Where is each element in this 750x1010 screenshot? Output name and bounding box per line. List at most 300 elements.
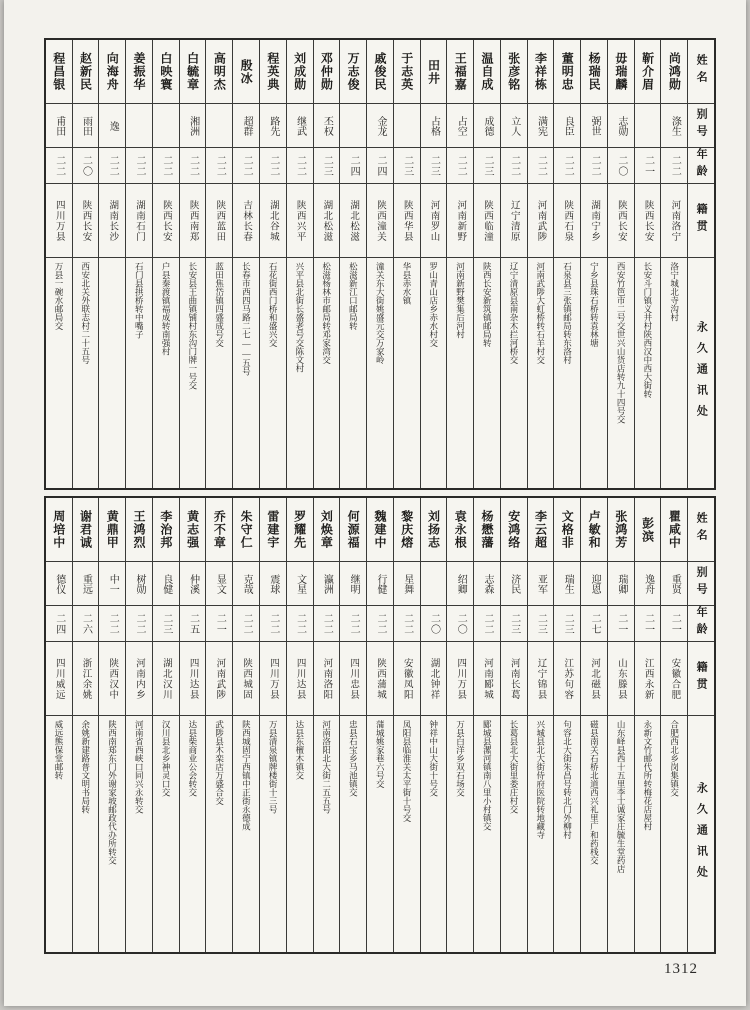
- entry-column: [366, 40, 393, 488]
- header-age-cell: 年龄: [688, 148, 714, 184]
- alias-cell: 甫田: [46, 104, 72, 148]
- entry-column: [98, 498, 125, 952]
- age-cell: 二二: [153, 148, 179, 184]
- name-cell: 戚俊民: [367, 40, 393, 104]
- entry-column: [232, 498, 259, 952]
- entry-column: [125, 40, 152, 488]
- name-cell: 刘成勋: [287, 40, 313, 104]
- entry-column: [259, 498, 286, 952]
- address-cell: 忠县石宝乡马池镇交: [348, 720, 359, 797]
- native-cell: 四川万县: [260, 642, 286, 716]
- address-cell: 兴城县北大街侍府医院转地藏寺: [535, 720, 546, 839]
- entry-column: [553, 498, 580, 952]
- entry-column: [553, 40, 580, 488]
- alias-cell: [394, 104, 420, 148]
- name-cell: 卢敏和: [581, 498, 607, 562]
- native-cell: 河南罗山: [421, 184, 447, 258]
- address-cell: 宁乡县珠石桥转袁林塘: [589, 262, 600, 347]
- alias-cell: [421, 562, 447, 606]
- alias-cell: 超群: [233, 104, 259, 148]
- entry-column: [473, 40, 500, 488]
- page-number: 1312: [664, 961, 698, 977]
- name-cell: 王鸿烈: [126, 498, 152, 562]
- entry-column: [152, 40, 179, 488]
- alias-cell: 中一: [99, 562, 125, 606]
- entry-column: [286, 40, 313, 488]
- alias-cell: [153, 104, 179, 148]
- native-cell: 浙江余姚: [73, 642, 99, 716]
- name-cell: 周培中: [46, 498, 72, 562]
- age-cell: 二二: [340, 606, 366, 642]
- address-cell: 松滋杨林市邮局转邓家湾交: [321, 262, 332, 364]
- entry-column: [660, 498, 687, 952]
- entry-column: [46, 40, 72, 488]
- address-cell: 石门县拱桥转中嘴子: [134, 262, 145, 339]
- alias-cell: 金龙: [367, 104, 393, 148]
- name-cell: 袁永根: [447, 498, 473, 562]
- name-cell: 李治邦: [153, 498, 179, 562]
- age-cell: 二三: [421, 148, 447, 184]
- address-cell: 陕西南郑东门外谢家坡邮政代办所转交: [107, 720, 118, 865]
- alias-cell: 满宪: [528, 104, 554, 148]
- native-cell: 吉林长春: [233, 184, 259, 258]
- native-cell: 湖北汉川: [153, 642, 179, 716]
- alias-cell: 克哉: [233, 562, 259, 606]
- native-cell: 陕西蒲城: [367, 642, 393, 716]
- entry-column: [660, 40, 687, 488]
- address-cell: 句容北大街朱昌号转北门外柳村: [562, 720, 573, 839]
- address-cell: 长安县王曲镇铺村东沟门牌一号交: [187, 262, 198, 390]
- name-cell: 姜振华: [126, 40, 152, 104]
- header-native-cell: 籍贯: [688, 184, 714, 258]
- header-column: [687, 498, 714, 952]
- entry-column: [527, 498, 554, 952]
- age-cell: 二一: [635, 606, 661, 642]
- address-cell: 陕西城固宁西镇中正街永德成: [241, 720, 252, 831]
- address-cell: 合肥西北乡岗集镇交: [669, 720, 680, 797]
- alias-cell: 良臣: [554, 104, 580, 148]
- alias-cell: 涤生: [661, 104, 687, 148]
- age-cell: 二三: [554, 606, 580, 642]
- entry-column: [420, 40, 447, 488]
- address-cell: 辽宁清原县南杂木拦河桥交: [509, 262, 520, 364]
- address-cell: 兴平县北街长盛老号交陈文村: [294, 262, 305, 373]
- alias-cell: 继明: [340, 562, 366, 606]
- native-cell: 陕西长安: [73, 184, 99, 258]
- age-cell: 二一: [206, 606, 232, 642]
- address-cell: 钟祥中山大街十号交: [428, 720, 439, 797]
- alias-cell: 文星: [287, 562, 313, 606]
- paper-background: [4, 0, 746, 1006]
- native-cell: 陕西临潼: [474, 184, 500, 258]
- address-cell: 汉川县北乡神灵口交: [161, 720, 172, 797]
- entry-column: [339, 40, 366, 488]
- entry-column: [205, 40, 232, 488]
- alias-cell: 雨田: [73, 104, 99, 148]
- native-cell: 山东滕县: [608, 642, 634, 716]
- age-cell: 二二: [367, 606, 393, 642]
- name-cell: 安鸿络: [501, 498, 527, 562]
- address-cell: 万县一碗水邮局交: [54, 262, 64, 330]
- alias-cell: 志勋: [608, 104, 634, 148]
- name-cell: 白映寰: [153, 40, 179, 104]
- age-cell: 二二: [314, 606, 340, 642]
- entry-column: [232, 40, 259, 488]
- age-cell: 二二: [581, 148, 607, 184]
- address-cell: 永新文竹邮代所转梅花店屋村: [642, 720, 653, 831]
- native-cell: 陕西长安: [608, 184, 634, 258]
- address-cell: 罗山青山店乡赤水村交: [428, 262, 439, 347]
- name-cell: 雷建宇: [260, 498, 286, 562]
- alias-cell: 行健: [367, 562, 393, 606]
- address-cell: 长葛县北大街里娄庄村交: [509, 720, 520, 814]
- alias-cell: 瑞卿: [608, 562, 634, 606]
- entry-column: [205, 498, 232, 952]
- entry-column: [286, 498, 313, 952]
- name-cell: 田井: [421, 40, 447, 104]
- native-cell: 四川万县: [447, 642, 473, 716]
- entry-column: [72, 498, 99, 952]
- address-cell: 蓝田焦岱镇四盛成号交: [214, 262, 225, 347]
- address-cell: 磁县南关石桥北道西兴礼里广和药栈交: [589, 720, 600, 865]
- native-cell: 湖北钟祥: [421, 642, 447, 716]
- age-cell: 二〇: [608, 148, 634, 184]
- age-cell: 二三: [474, 148, 500, 184]
- address-cell: 户县秦渡镇福成转南强村: [161, 262, 172, 356]
- alias-cell: 湘洲: [180, 104, 206, 148]
- alias-cell: 绍卿: [447, 562, 473, 606]
- alias-cell: 路先: [260, 104, 286, 148]
- age-cell: 二三: [394, 148, 420, 184]
- native-cell: 陕西蓝田: [206, 184, 232, 258]
- native-cell: 河南新野: [447, 184, 473, 258]
- header-alias-cell: 别号: [688, 562, 714, 606]
- alias-cell: 震球: [260, 562, 286, 606]
- alias-cell: 弼世: [581, 104, 607, 148]
- age-cell: 二二: [474, 606, 500, 642]
- age-cell: 二四: [46, 606, 72, 642]
- age-cell: 二二: [287, 148, 313, 184]
- directory-table-bottom: [44, 496, 716, 954]
- native-cell: 陕西华县: [394, 184, 420, 258]
- age-cell: 二二: [126, 148, 152, 184]
- native-cell: 四川万县: [46, 184, 72, 258]
- name-cell: 靳介眉: [635, 40, 661, 104]
- alias-cell: 继武: [287, 104, 313, 148]
- entry-column: [46, 498, 72, 952]
- age-cell: 二二: [501, 148, 527, 184]
- name-cell: 彭滨: [635, 498, 661, 562]
- age-cell: 二二: [260, 148, 286, 184]
- native-cell: 安徽合肥: [661, 642, 687, 716]
- entry-column: [607, 498, 634, 952]
- age-cell: 二一: [635, 148, 661, 184]
- name-cell: 黎庆熔: [394, 498, 420, 562]
- name-cell: 张彦铭: [501, 40, 527, 104]
- header-address-cell: 永久通讯处: [695, 781, 708, 887]
- name-cell: 尚鸿勋: [661, 40, 687, 104]
- alias-cell: 亚军: [528, 562, 554, 606]
- entry-column: [580, 498, 607, 952]
- alias-cell: 瀛洲: [314, 562, 340, 606]
- alias-cell: [126, 104, 152, 148]
- alias-cell: 良健: [153, 562, 179, 606]
- alias-cell: 济民: [501, 562, 527, 606]
- entry-column: [393, 498, 420, 952]
- entry-column: [339, 498, 366, 952]
- native-cell: 陕西潼关: [367, 184, 393, 258]
- alias-cell: 逸: [99, 104, 125, 148]
- entry-column: [313, 40, 340, 488]
- age-cell: 二二: [233, 606, 259, 642]
- name-cell: 杨瑞民: [581, 40, 607, 104]
- native-cell: 河南洛宁: [661, 184, 687, 258]
- native-cell: 湖南石门: [126, 184, 152, 258]
- alias-cell: 志森: [474, 562, 500, 606]
- header-address-cell: 永久通讯处: [695, 320, 708, 426]
- entry-column: [446, 40, 473, 488]
- native-cell: 河南武陟: [528, 184, 554, 258]
- address-cell: 长安斗门镇义井村陕西汉中西大街转: [642, 262, 653, 398]
- name-cell: 刘扬志: [421, 498, 447, 562]
- entry-column: [393, 40, 420, 488]
- age-cell: 二二: [99, 606, 125, 642]
- age-cell: 二五: [180, 606, 206, 642]
- entry-column: [607, 40, 634, 488]
- name-cell: 程英典: [260, 40, 286, 104]
- age-cell: 二二: [180, 148, 206, 184]
- age-cell: 二一: [661, 606, 687, 642]
- entry-column: [366, 498, 393, 952]
- native-cell: 辽宁清原: [501, 184, 527, 258]
- address-cell: 长春市西四马路二七——五号: [241, 262, 252, 376]
- alias-cell: 立人: [501, 104, 527, 148]
- address-cell: 石花街西门桥和盛兴交: [268, 262, 279, 347]
- native-cell: 陕西长安: [153, 184, 179, 258]
- alias-cell: 占空: [447, 104, 473, 148]
- name-cell: 王福嘉: [447, 40, 473, 104]
- address-cell: 洛宁城北寺沟村: [669, 262, 680, 322]
- entry-column: [634, 498, 661, 952]
- age-cell: 二二: [394, 606, 420, 642]
- entry-column: [72, 40, 99, 488]
- alias-cell: 仲溪: [180, 562, 206, 606]
- native-cell: 河南武陟: [206, 642, 232, 716]
- native-cell: 陕西兴平: [287, 184, 313, 258]
- name-cell: 魏建中: [367, 498, 393, 562]
- name-cell: 白毓章: [180, 40, 206, 104]
- entry-column: [179, 498, 206, 952]
- name-cell: 高明杰: [206, 40, 232, 104]
- name-cell: 朱守仁: [233, 498, 259, 562]
- age-cell: 二二: [206, 148, 232, 184]
- name-cell: 何源福: [340, 498, 366, 562]
- native-cell: 四川忠县: [340, 642, 366, 716]
- native-cell: 四川威远: [46, 642, 72, 716]
- name-cell: 温自成: [474, 40, 500, 104]
- address-cell: 威远熊保堂邮转: [54, 720, 64, 780]
- native-cell: 江苏句容: [554, 642, 580, 716]
- header-alias-cell: 别号: [688, 104, 714, 148]
- entry-column: [500, 40, 527, 488]
- native-cell: 湖北松滋: [314, 184, 340, 258]
- address-cell: 武陟县木栾店万盛合交: [214, 720, 225, 805]
- name-cell: 向海舟: [99, 40, 125, 104]
- age-cell: 二六: [73, 606, 99, 642]
- native-cell: 陕西长安: [635, 184, 661, 258]
- name-cell: 李祥栋: [528, 40, 554, 104]
- alias-cell: 成德: [474, 104, 500, 148]
- name-cell: 赵新民: [73, 40, 99, 104]
- age-cell: 二二: [46, 148, 72, 184]
- native-cell: 辽宁锦县: [528, 642, 554, 716]
- name-cell: 杨懋藩: [474, 498, 500, 562]
- address-cell: 华县赤水镇: [401, 262, 412, 305]
- alias-cell: 星舞: [394, 562, 420, 606]
- name-cell: 毋瑞麟: [608, 40, 634, 104]
- name-cell: 黄鼎甲: [99, 498, 125, 562]
- entry-column: [420, 498, 447, 952]
- address-cell: 河南省西峡口同兴永转交: [134, 720, 145, 814]
- address-cell: 石泉县三张镇邮局转东洛村: [562, 262, 573, 364]
- age-cell: 二一: [608, 606, 634, 642]
- alias-cell: 瑞生: [554, 562, 580, 606]
- name-cell: 文格非: [554, 498, 580, 562]
- entry-column: [179, 40, 206, 488]
- address-cell: 陕西长安新筑镇邮局转: [482, 262, 493, 347]
- address-cell: 万县白洋乡双石场交: [455, 720, 466, 797]
- entry-column: [313, 498, 340, 952]
- native-cell: 河南内乡: [126, 642, 152, 716]
- alias-cell: 重远: [73, 562, 99, 606]
- age-cell: 二〇: [421, 606, 447, 642]
- age-cell: 二三: [314, 148, 340, 184]
- address-cell: 河南武陟大虹桥转石羊村交: [535, 262, 546, 364]
- address-cell: [99, 258, 125, 488]
- entry-column: [98, 40, 125, 488]
- address-cell: 余姚新建路普文明书局转: [80, 720, 91, 814]
- address-cell: 西安竹笆市二号交世兴山货店转九十四号交: [616, 262, 627, 424]
- address-cell: 河南新野樊集后河村: [455, 262, 466, 339]
- address-cell: 万县清泉镇牌楼街十三号: [268, 720, 279, 814]
- age-cell: 二二: [528, 148, 554, 184]
- address-cell: 凤阳县临淮关太平街十号交: [401, 720, 412, 822]
- age-cell: 二三: [528, 606, 554, 642]
- age-cell: 二二: [287, 606, 313, 642]
- address-cell: 山东峄县西十五里李士诚家庄毓生堂药店: [616, 720, 627, 873]
- address-cell: 西安北关外联志村二十五号: [80, 262, 91, 364]
- native-cell: 四川达县: [287, 642, 313, 716]
- alias-cell: 迎恩: [581, 562, 607, 606]
- age-cell: 二二: [126, 606, 152, 642]
- name-cell: 董明忠: [554, 40, 580, 104]
- native-cell: 江西永新: [635, 642, 661, 716]
- entry-column: [259, 40, 286, 488]
- native-cell: 陕西城固: [233, 642, 259, 716]
- age-cell: 二三: [501, 606, 527, 642]
- address-cell: 潼关东大街姚盛元交万家岭: [375, 262, 386, 364]
- entry-column: [473, 498, 500, 952]
- native-cell: 陕西石泉: [554, 184, 580, 258]
- entry-column: [152, 498, 179, 952]
- native-cell: 陕西南郑: [180, 184, 206, 258]
- native-cell: 四川达县: [180, 642, 206, 716]
- age-cell: 二二: [99, 148, 125, 184]
- alias-cell: 显文: [206, 562, 232, 606]
- age-cell: 二四: [367, 148, 393, 184]
- native-cell: 河北磁县: [581, 642, 607, 716]
- address-cell: 松滋新江口邮局转: [348, 262, 359, 330]
- age-cell: 二二: [260, 606, 286, 642]
- age-cell: 二二: [233, 148, 259, 184]
- native-cell: 安徽凤阳: [394, 642, 420, 716]
- name-cell: 于志英: [394, 40, 420, 104]
- native-cell: 湖南长沙: [99, 184, 125, 258]
- name-cell: 乔不章: [206, 498, 232, 562]
- entry-column: [446, 498, 473, 952]
- alias-cell: 逸舟: [635, 562, 661, 606]
- address-cell: 蒲城姚家巷六号交: [375, 720, 386, 788]
- name-cell: 李云超: [528, 498, 554, 562]
- alias-cell: 重贤: [661, 562, 687, 606]
- name-cell: 刘焕章: [314, 498, 340, 562]
- native-cell: 河南郾城: [474, 642, 500, 716]
- alias-cell: [635, 104, 661, 148]
- alias-cell: [340, 104, 366, 148]
- native-cell: 湖北谷城: [260, 184, 286, 258]
- entry-column: [125, 498, 152, 952]
- header-name-cell: 姓名: [688, 498, 714, 562]
- alias-cell: 树勋: [126, 562, 152, 606]
- native-cell: 湖南宁乡: [581, 184, 607, 258]
- name-cell: 张鸿芳: [608, 498, 634, 562]
- name-cell: 瞿咸中: [661, 498, 687, 562]
- name-cell: 殷冰: [233, 40, 259, 104]
- entry-column: [500, 498, 527, 952]
- native-cell: 陕西汉中: [99, 642, 125, 716]
- alias-cell: [206, 104, 232, 148]
- native-cell: 河南长葛: [501, 642, 527, 716]
- address-cell: 达县柴商业公会转交: [187, 720, 198, 797]
- age-cell: 二〇: [73, 148, 99, 184]
- header-column: [687, 40, 714, 488]
- entry-column: [580, 40, 607, 488]
- entry-column: [634, 40, 661, 488]
- name-cell: 罗耀先: [287, 498, 313, 562]
- address-cell: 郾城县漯河镇南八里小村镇交: [482, 720, 493, 831]
- address-cell: 河南洛阳北大街二五五号: [321, 720, 332, 814]
- alias-cell: 占格: [421, 104, 447, 148]
- alias-cell: 丕权: [314, 104, 340, 148]
- age-cell: 二二: [447, 148, 473, 184]
- name-cell: 程昌银: [46, 40, 72, 104]
- age-cell: 二二: [554, 148, 580, 184]
- header-native-cell: 籍贯: [688, 642, 714, 716]
- name-cell: 万志俊: [340, 40, 366, 104]
- age-cell: 二〇: [447, 606, 473, 642]
- native-cell: 湖北松滋: [340, 184, 366, 258]
- address-cell: 达县东檀木镇交: [294, 720, 305, 780]
- header-name-cell: 姓名: [688, 40, 714, 104]
- name-cell: 邓仲勋: [314, 40, 340, 104]
- age-cell: 二三: [153, 606, 179, 642]
- age-cell: 二四: [340, 148, 366, 184]
- entry-column: [527, 40, 554, 488]
- name-cell: 谢君诚: [73, 498, 99, 562]
- alias-cell: 德仪: [46, 562, 72, 606]
- directory-table-top: [44, 38, 716, 490]
- header-age-cell: 年龄: [688, 606, 714, 642]
